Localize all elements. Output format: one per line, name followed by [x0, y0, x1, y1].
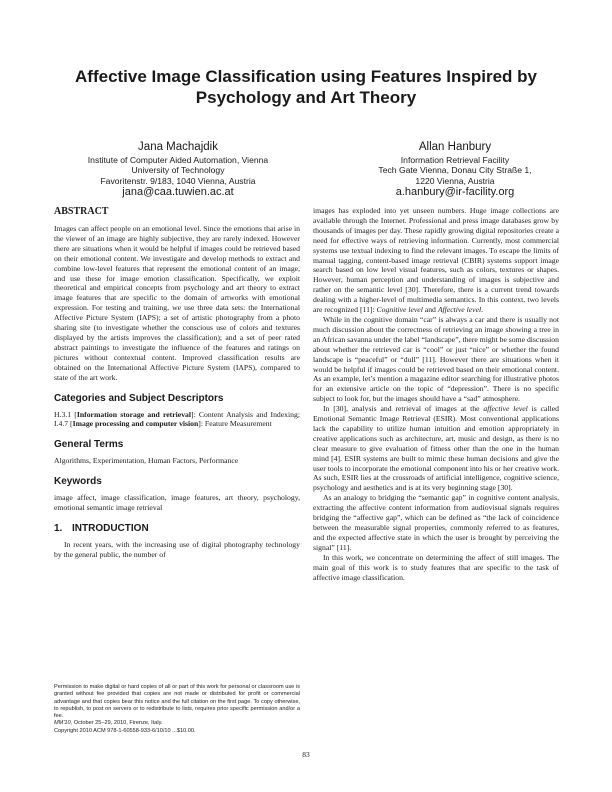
general-terms-heading: General Terms — [54, 439, 124, 451]
page-number: 83 — [302, 750, 310, 759]
title-line-1: Affective Image Classification using Features Inspired by — [75, 67, 537, 86]
body-paragraph: In this work, we concentrate on determining the affect of still images. The main goal of this work is to study features that are specific to the task of affective image classification. — [313, 552, 559, 582]
permission-text: Permission to make digital or hard copies of all or part of this work for personal or classroom use is granted without fee provided that copies are not made or distributed for profit or commercial advantage and that copies bear this notice and the full citation on the first page. To copy otherwise, to republish, to post on servers or to redistribute to lists, requires prior specific permission and/or a fee. — [54, 684, 300, 720]
emphasis-text: Cognitive level — [376, 305, 423, 315]
categories-part: ]: Feature Measurement — [198, 419, 272, 429]
conference-line — [54, 720, 300, 727]
keywords-text: image affect, image classification, image features, art theory, psychology, emotional semantic image retrieval — [54, 493, 300, 513]
paper-title — [40, 66, 572, 108]
right-column — [313, 206, 559, 582]
author-name: Jana Machajdik — [138, 141, 218, 153]
keywords-heading: Keywords — [54, 476, 102, 488]
categories-part: ]: Content Analysis and Indexing; I.4.7 [ — [54, 409, 300, 429]
categories-bold: Image processing and computer vision — [72, 419, 199, 429]
body-paragraph — [313, 404, 559, 493]
author-affiliation: University of Technology — [131, 165, 225, 176]
author-affiliation: Tech Gate Vienna, Donau City Straße 1, — [378, 165, 532, 176]
author-address: 1220 Vienna, Austria — [415, 175, 495, 186]
paragraph-text: images has exploded into yet unseen numbers. Huge image collections are available through the Internet. Professional and press image databases grow by thousands of images per day. These rapidly growing digital repositories create a need for effective ways of retrieving information. Currently, most commercial systems use textual indexing to find the relevant images. To escape the limits of manual tagging, content-based image retrieval (CBIR) systems support image search based on low level visual features, such as colors, textures or shapes. However, human perception and understanding of images is subjective and rather on the semantic level [30]. Therefore, there is a current trend towards dealing with a higher-level of multimedia semantics. In this context, two levels are recognized [11]: — [313, 206, 559, 315]
categories-part: H.3.1 [ — [54, 409, 77, 419]
categories-bold: Information storage and retrieval — [76, 409, 192, 419]
abstract-text: Images can affect people on an emotional level. Since the emotions that arise in the viewer of an image are highly subjective, they are rarely indexed. However there are situations when it would be helpful if images could be retrieved based on their emotional content. We investigate and develop methods to extract and combine low-level features that represent the emotional content of an image, and use these for image emotion classification. Specifically, we exploit theoretical and empirical concepts from psychology and art theory to extract image features that are specific to the domain of artworks with emotional expression. For testing and training, we use three data sets: the International Affective Picture System (IAPS); a set of artistic photography from a photo sharing site (to investigate whether the conscious use of colors and textures displayed by the artists improves the classification); and a set of peer rated abstract paintings to investigate the influence of the features and ratings on pictures without contextual content. Improved classification results are obtained on the International Affective Picture System (IAPS), compared to state of the art work. — [54, 224, 300, 382]
author-block-1 — [48, 140, 308, 199]
body-paragraph: While in the cognitive domain “car” is always a car and there is usually not much discussion about the correctness of retrieving an image showing a tree in an African savanna under the label “landscape”, there might be some discussion about whether the retrieved car is “cool” or just “nice” or whether the found landscape is “peaceful” or “dull” [11]. However there are situations when it would be helpful if images could be retrieved based on their emotional content. As an example, let’s mention a magazine editor searching for illustrative photos for an extensive article on the topic of “depression”. There is no specific subject to look for, but the images should have a “sad” atmosphere. — [313, 314, 559, 404]
author-affiliation: Institute of Computer Aided Automation, Vienna — [87, 155, 269, 165]
paragraph-text: In [30], analysis and retrieval of images at the — [323, 404, 484, 414]
paragraph-text: . — [481, 305, 484, 315]
introduction-heading — [54, 523, 300, 535]
body-paragraph: As an analogy to bridging the “semantic gap” in cognitive content analysis, extracting the affective content information from audiovisual signals requires bridging the “affective gap”, which can be defined as “the lack of coincidence between the measurable signal properties, commonly referred to as features, and the expected affective state in which the user is brought by perceiving the signal” [11]. — [313, 493, 559, 552]
author-block-2 — [325, 140, 585, 199]
copyright-line: Copyright 2010 ACM 978-1-60558-933-6/10/10 ...$10.00. — [54, 727, 196, 734]
author-email: a.hanbury@ir-facility.org — [395, 186, 515, 199]
emphasis-text: affective level — [483, 404, 528, 414]
general-terms-text: Algorithms, Experimentation, Human Factors, Performance — [54, 456, 239, 466]
left-column — [54, 206, 300, 560]
section-title: INTRODUCTION — [72, 523, 149, 535]
body-paragraph — [313, 206, 559, 315]
author-affiliation: Information Retrieval Facility — [400, 155, 510, 165]
introduction-text: In recent years, with the increasing use of digital photography technology by the general public, the number of — [54, 540, 300, 559]
paragraph-text: is called Emotional Semantic Image Retrieval (ESIR). Most conventional applications lack the capability to utilize human intuition and emotion appropriately in creative applications such as architecture, art, music and design, as there is no clear measure to give evaluation of fitness other than the one in the human mind [4]. ESIR systems are built to mimic these human decisions and give the user tools to incorporate the emotional component into his or her creative work. As such, ESIR lies at the crossroads of artificial intelligence, cognitive science, psychology and aesthetics and is at its very beginning stage [30]. — [313, 404, 559, 493]
emphasis-text: Affective level — [437, 305, 482, 315]
categories-heading: Categories and Subject Descriptors — [54, 392, 224, 404]
abstract-heading: ABSTRACT — [54, 206, 109, 217]
conference-details: October 25–29, 2010, Firenze, Italy. — [72, 720, 163, 727]
permission-notice — [54, 684, 300, 735]
author-email: jana@caa.tuwien.ac.at — [122, 186, 234, 199]
categories-text — [54, 410, 300, 430]
section-number: 1. — [54, 523, 63, 535]
author-name: Allan Hanbury — [418, 141, 492, 153]
title-line-2: Psychology and Art Theory — [195, 88, 417, 107]
conference-name: MM'10, — [54, 720, 73, 727]
author-address: Favoritenstr. 9/183, 1040 Vienna, Austria — [100, 175, 256, 186]
paragraph-text: and — [422, 305, 438, 315]
